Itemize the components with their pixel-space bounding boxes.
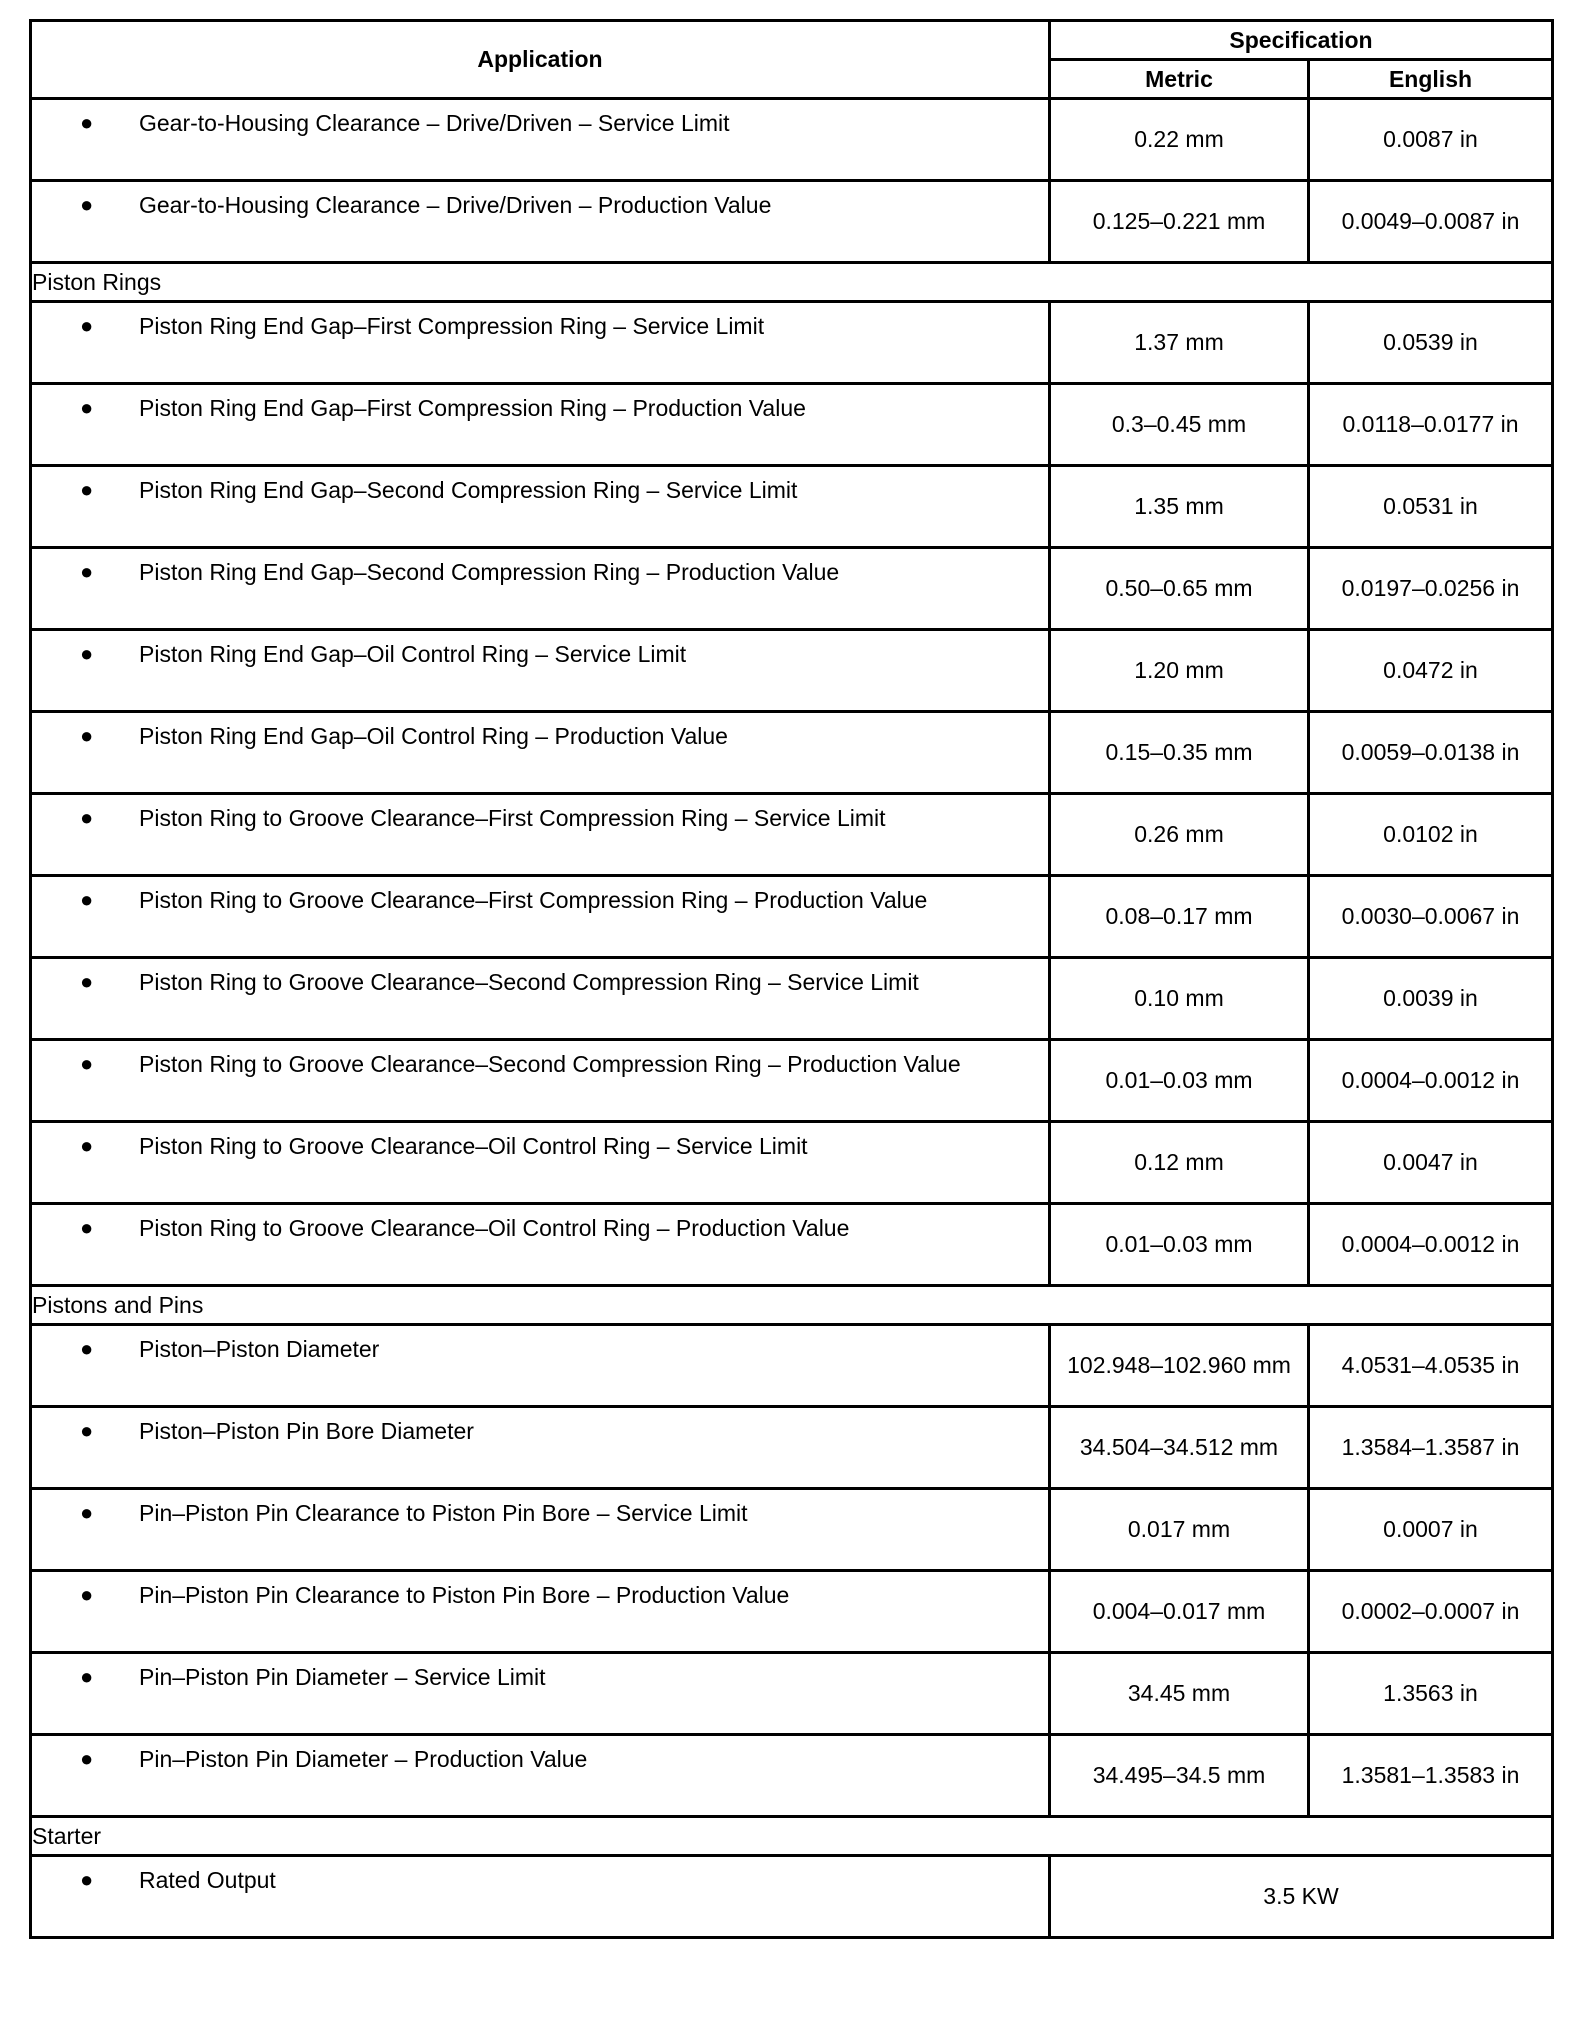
bullet-icon: ●: [80, 887, 94, 912]
application-label: Pin–Piston Pin Diameter – Production Value: [139, 1746, 588, 1772]
application-cell: [31, 1407, 1050, 1489]
application-label: Piston Ring to Groove Clearance–First Compression Ring – Service Limit: [139, 805, 886, 831]
bullet-icon: ●: [80, 1133, 94, 1158]
bullet-icon: ●: [80, 969, 94, 994]
metric-value: 0.004–0.017 mm: [1050, 1571, 1309, 1653]
application-label: Piston Ring End Gap–Oil Control Ring – Service Limit: [139, 641, 687, 667]
application-cell: [31, 1856, 1050, 1938]
metric-value: 0.01–0.03 mm: [1050, 1040, 1309, 1122]
table-row: [31, 958, 1553, 1040]
section-row: [31, 1286, 1553, 1325]
application-label: Pin–Piston Pin Clearance to Piston Pin Bore – Production Value: [139, 1582, 790, 1608]
spec-value-cell: 3.5 KW: [1050, 1856, 1553, 1938]
bullet-icon: ●: [80, 313, 94, 338]
metric-value: 0.01–0.03 mm: [1050, 1204, 1309, 1286]
application-label: Piston–Piston Pin Bore Diameter: [139, 1418, 474, 1444]
english-value: 0.0087 in: [1309, 99, 1553, 181]
english-value: 0.0004–0.0012 in: [1309, 1204, 1553, 1286]
english-value: 0.0102 in: [1309, 794, 1553, 876]
application-label: Pin–Piston Pin Clearance to Piston Pin Bore – Service Limit: [139, 1500, 748, 1526]
section-title: Starter: [31, 1817, 1553, 1856]
table-row: [31, 1571, 1553, 1653]
application-cell: [31, 1040, 1050, 1122]
application-label: Piston Ring End Gap–Oil Control Ring – Production Value: [139, 723, 728, 749]
table-body: [31, 99, 1553, 1938]
application-label: Piston Ring to Groove Clearance–First Compression Ring – Production Value: [139, 887, 928, 913]
english-value: 1.3563 in: [1309, 1653, 1553, 1735]
application-cell: [31, 1325, 1050, 1407]
application-label: Piston Ring End Gap–Second Compression Ring – Service Limit: [139, 477, 798, 503]
english-value: 0.0030–0.0067 in: [1309, 876, 1553, 958]
english-value: 0.0118–0.0177 in: [1309, 384, 1553, 466]
specification-header: Specification: [1050, 21, 1553, 60]
english-value: 0.0002–0.0007 in: [1309, 1571, 1553, 1653]
english-value: 0.0197–0.0256 in: [1309, 548, 1553, 630]
bullet-icon: ●: [80, 192, 94, 217]
application-cell: [31, 99, 1050, 181]
application-label: Piston–Piston Diameter: [139, 1336, 380, 1362]
metric-value: 1.37 mm: [1050, 302, 1309, 384]
bullet-icon: ●: [80, 1582, 94, 1607]
bullet-icon: ●: [80, 559, 94, 584]
english-value: 0.0004–0.0012 in: [1309, 1040, 1553, 1122]
table-row: [31, 1489, 1553, 1571]
english-value: 1.3584–1.3587 in: [1309, 1407, 1553, 1489]
application-cell: [31, 466, 1050, 548]
table-row: [31, 1122, 1553, 1204]
bullet-icon: ●: [80, 1215, 94, 1240]
application-cell: [31, 1735, 1050, 1817]
metric-value: 34.495–34.5 mm: [1050, 1735, 1309, 1817]
metric-value: 34.45 mm: [1050, 1653, 1309, 1735]
metric-value: 0.22 mm: [1050, 99, 1309, 181]
application-cell: [31, 1571, 1050, 1653]
section-title: Pistons and Pins: [31, 1286, 1553, 1325]
bullet-icon: ●: [80, 110, 94, 135]
application-label: Piston Ring to Groove Clearance–Second Compression Ring – Production Value: [139, 1051, 961, 1077]
english-value: 0.0059–0.0138 in: [1309, 712, 1553, 794]
application-label: Piston Ring to Groove Clearance–Second Compression Ring – Service Limit: [139, 969, 919, 995]
application-cell: [31, 712, 1050, 794]
application-header: Application: [31, 21, 1050, 99]
metric-value: 0.125–0.221 mm: [1050, 181, 1309, 263]
table-row: [31, 1735, 1553, 1817]
application-label: Piston Ring to Groove Clearance–Oil Control Ring – Production Value: [139, 1215, 850, 1241]
application-cell: [31, 794, 1050, 876]
english-value: 1.3581–1.3583 in: [1309, 1735, 1553, 1817]
table-row: [31, 794, 1553, 876]
table-row: [31, 1856, 1553, 1938]
metric-value: 1.35 mm: [1050, 466, 1309, 548]
bullet-icon: ●: [80, 477, 94, 502]
specification-table: [29, 19, 1554, 1939]
application-label: Piston Ring End Gap–First Compression Ring – Service Limit: [139, 313, 765, 339]
metric-value: 0.08–0.17 mm: [1050, 876, 1309, 958]
section-row: [31, 1817, 1553, 1856]
application-cell: [31, 1204, 1050, 1286]
table-row: [31, 1325, 1553, 1407]
application-label: Piston Ring End Gap–First Compression Ring – Production Value: [139, 395, 806, 421]
bullet-icon: ●: [80, 1336, 94, 1361]
table-row: [31, 876, 1553, 958]
metric-value: 102.948–102.960 mm: [1050, 1325, 1309, 1407]
table-row: [31, 1204, 1553, 1286]
application-cell: [31, 302, 1050, 384]
bullet-icon: ●: [80, 1746, 94, 1771]
table-row: [31, 302, 1553, 384]
application-cell: [31, 181, 1050, 263]
english-value: 0.0007 in: [1309, 1489, 1553, 1571]
english-value: 0.0047 in: [1309, 1122, 1553, 1204]
section-row: [31, 263, 1553, 302]
table-row: [31, 384, 1553, 466]
english-value: 0.0049–0.0087 in: [1309, 181, 1553, 263]
metric-value: 0.12 mm: [1050, 1122, 1309, 1204]
metric-value: 0.26 mm: [1050, 794, 1309, 876]
bullet-icon: ●: [80, 1051, 94, 1076]
metric-value: 34.504–34.512 mm: [1050, 1407, 1309, 1489]
application-cell: [31, 630, 1050, 712]
bullet-icon: ●: [80, 805, 94, 830]
application-cell: [31, 958, 1050, 1040]
english-value: 0.0531 in: [1309, 466, 1553, 548]
english-value: 0.0539 in: [1309, 302, 1553, 384]
table-row: [31, 630, 1553, 712]
application-cell: [31, 1489, 1050, 1571]
header-row: [31, 21, 1553, 60]
table-row: [31, 181, 1553, 263]
application-label: Pin–Piston Pin Diameter – Service Limit: [139, 1664, 546, 1690]
bullet-icon: ●: [80, 723, 94, 748]
application-cell: [31, 1653, 1050, 1735]
bullet-icon: ●: [80, 1867, 94, 1892]
application-label: Gear-to-Housing Clearance – Drive/Driven – Service Limit: [139, 110, 730, 136]
application-cell: [31, 1122, 1050, 1204]
table-row: [31, 1653, 1553, 1735]
table-row: [31, 1407, 1553, 1489]
metric-value: 0.3–0.45 mm: [1050, 384, 1309, 466]
bullet-icon: ●: [80, 1500, 94, 1525]
bullet-icon: ●: [80, 641, 94, 666]
table-row: [31, 712, 1553, 794]
application-label: Rated Output: [139, 1867, 276, 1893]
metric-value: 1.20 mm: [1050, 630, 1309, 712]
metric-value: 0.50–0.65 mm: [1050, 548, 1309, 630]
application-label: Piston Ring End Gap–Second Compression Ring – Production Value: [139, 559, 840, 585]
english-header: English: [1309, 60, 1553, 99]
metric-header: Metric: [1050, 60, 1309, 99]
bullet-icon: ●: [80, 395, 94, 420]
application-cell: [31, 548, 1050, 630]
application-label: Gear-to-Housing Clearance – Drive/Driven – Production Value: [139, 192, 772, 218]
table-row: [31, 466, 1553, 548]
application-cell: [31, 384, 1050, 466]
table-row: [31, 99, 1553, 181]
english-value: 0.0472 in: [1309, 630, 1553, 712]
table-row: [31, 1040, 1553, 1122]
application-cell: [31, 876, 1050, 958]
bullet-icon: ●: [80, 1418, 94, 1443]
bullet-icon: ●: [80, 1664, 94, 1689]
metric-value: 0.10 mm: [1050, 958, 1309, 1040]
metric-value: 0.15–0.35 mm: [1050, 712, 1309, 794]
table-row: [31, 548, 1553, 630]
metric-value: 0.017 mm: [1050, 1489, 1309, 1571]
english-value: 0.0039 in: [1309, 958, 1553, 1040]
section-title: Piston Rings: [31, 263, 1553, 302]
english-value: 4.0531–4.0535 in: [1309, 1325, 1553, 1407]
application-label: Piston Ring to Groove Clearance–Oil Control Ring – Service Limit: [139, 1133, 808, 1159]
